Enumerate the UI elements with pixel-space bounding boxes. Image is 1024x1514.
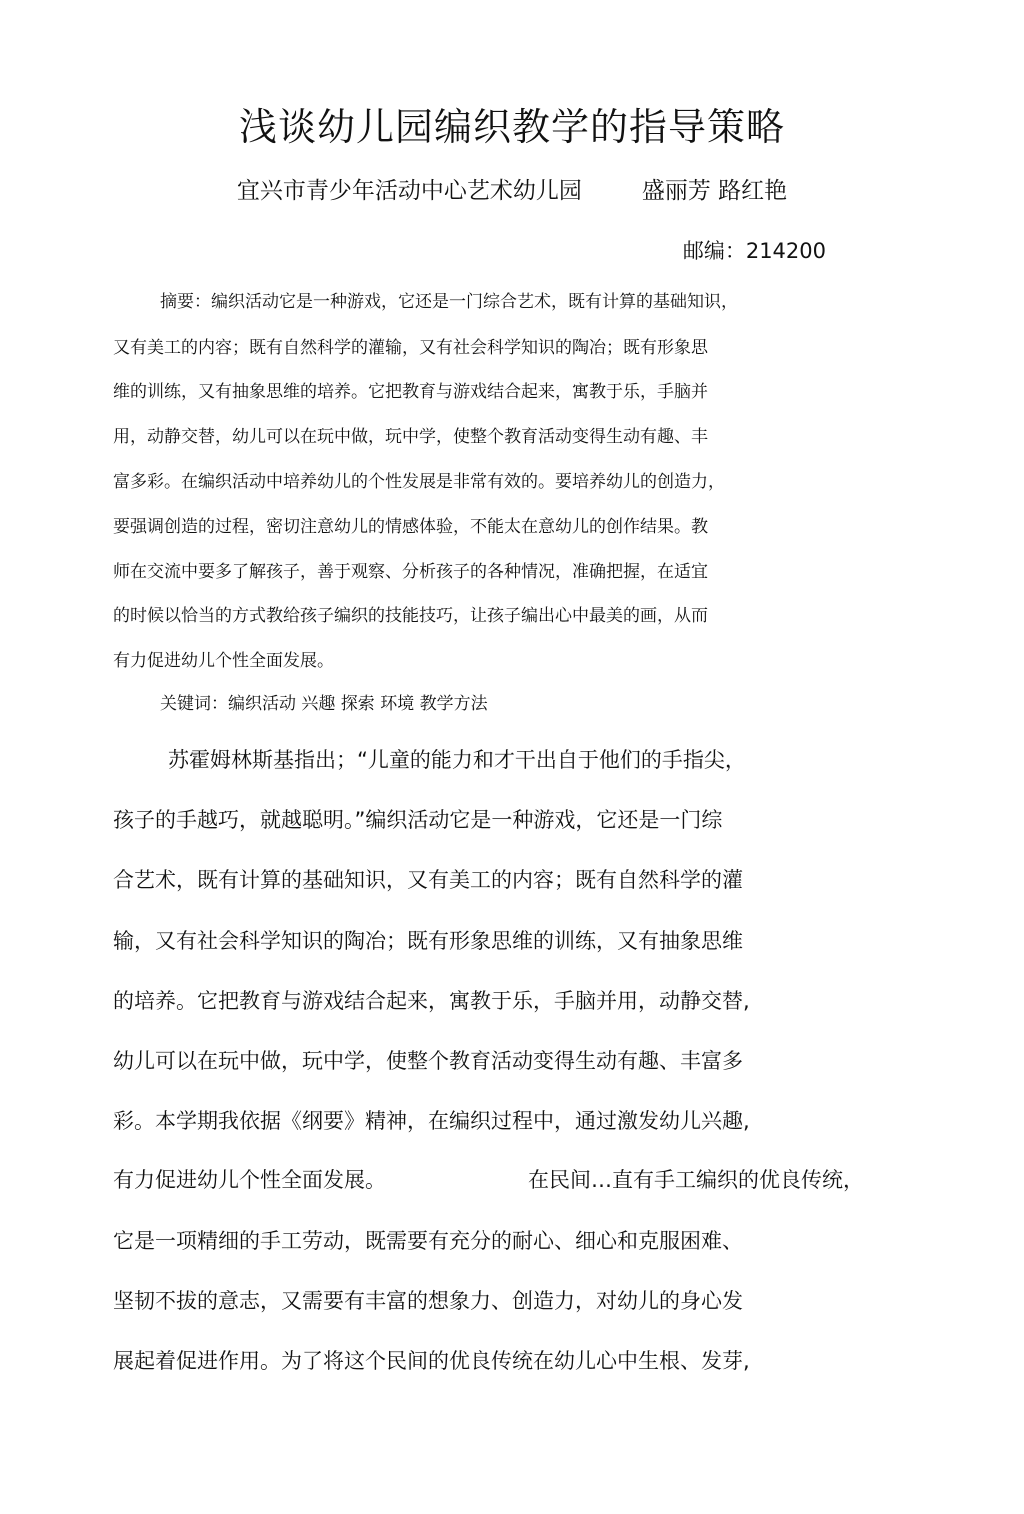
body-line: 有力促进幼儿个性全面发展。 [113, 1168, 386, 1192]
body-line: 展起着促进作用。为了将这个民间的优良传统在幼儿心中生根、发芽, [113, 1349, 750, 1373]
abstract-line: 维的训练，又有抽象思维的培养。它把教育与游戏结合起来，寓教于乐，手脑并 [113, 382, 708, 402]
body-line: 在民间…直有手工编织的优良传统， [528, 1168, 864, 1192]
abstract-line: 师在交流中要多了解孩子，善于观察、分析孩子的各种情况，准确把握，在适宜 [113, 562, 708, 582]
body-line: 输，又有社会科学知识的陶冶；既有形象思维的训练，又有抽象思维 [113, 929, 743, 953]
body-line: 的培养。它把教育与游戏结合起来，寓教于乐，手脑并用，动静交替, [113, 989, 750, 1013]
body-line: 合艺术，既有计算的基础知识，又有美工的内容；既有自然科学的灌 [113, 868, 743, 892]
abstract-line: 摘要：编织活动它是一种游戏，它还是一门综合艺术，既有计算的基础知识， [160, 292, 738, 312]
keywords: 关键词：编织活动 兴趣 探索 环境 教学方法 [160, 694, 488, 714]
body-line: 它是一项精细的手工劳动，既需要有充分的耐心、细心和克服困难、 [113, 1229, 743, 1253]
abstract-line: 又有美工的内容；既有自然科学的灌输，又有社会科学知识的陶冶；既有形象思 [113, 338, 708, 358]
affiliation-line [0, 172, 1024, 205]
body-line: 坚韧不拔的意志，又需要有丰富的想象力、创造力，对幼儿的身心发 [113, 1289, 743, 1313]
abstract-line: 用，动静交替，幼儿可以在玩中做，玩中学，使整个教育活动变得生动有趣、丰 [113, 427, 708, 447]
abstract-line: 有力促进幼儿个性全面发展。 [113, 651, 334, 671]
body-line: 彩。本学期我依据《纲要》精神，在编织过程中，通过激发幼儿兴趣, [113, 1109, 750, 1133]
authors: 盛丽芳 路红艳 [641, 178, 788, 204]
abstract-line: 的时候以恰当的方式教给孩子编织的技能技巧，让孩子编出心中最美的画，从而 [113, 606, 708, 626]
body-line: 孩子的手越巧，就越聪明。”编织活动它是一种游戏，它还是一门综 [113, 808, 723, 832]
body-line: 幼儿可以在玩中做，玩中学，使整个教育活动变得生动有趣、丰富多 [113, 1049, 743, 1073]
document-title: 浅谈幼儿园编织教学的指导策略 [238, 105, 785, 149]
abstract-line: 要强调创造的过程，密切注意幼儿的情感体验，不能太在意幼儿的创作结果。教 [113, 517, 708, 537]
body-line: 苏霍姆林斯基指出；“儿童的能力和才干出自于他们的手指尖， [168, 748, 746, 772]
abstract-line: 富多彩。在编织活动中培养幼儿的个性发展是非常有效的。要培养幼儿的创造力， [113, 472, 725, 492]
affiliation: 宜兴市青少年活动中心艺术幼儿园 [236, 178, 582, 204]
postal-code: 邮编：214200 [682, 239, 826, 263]
